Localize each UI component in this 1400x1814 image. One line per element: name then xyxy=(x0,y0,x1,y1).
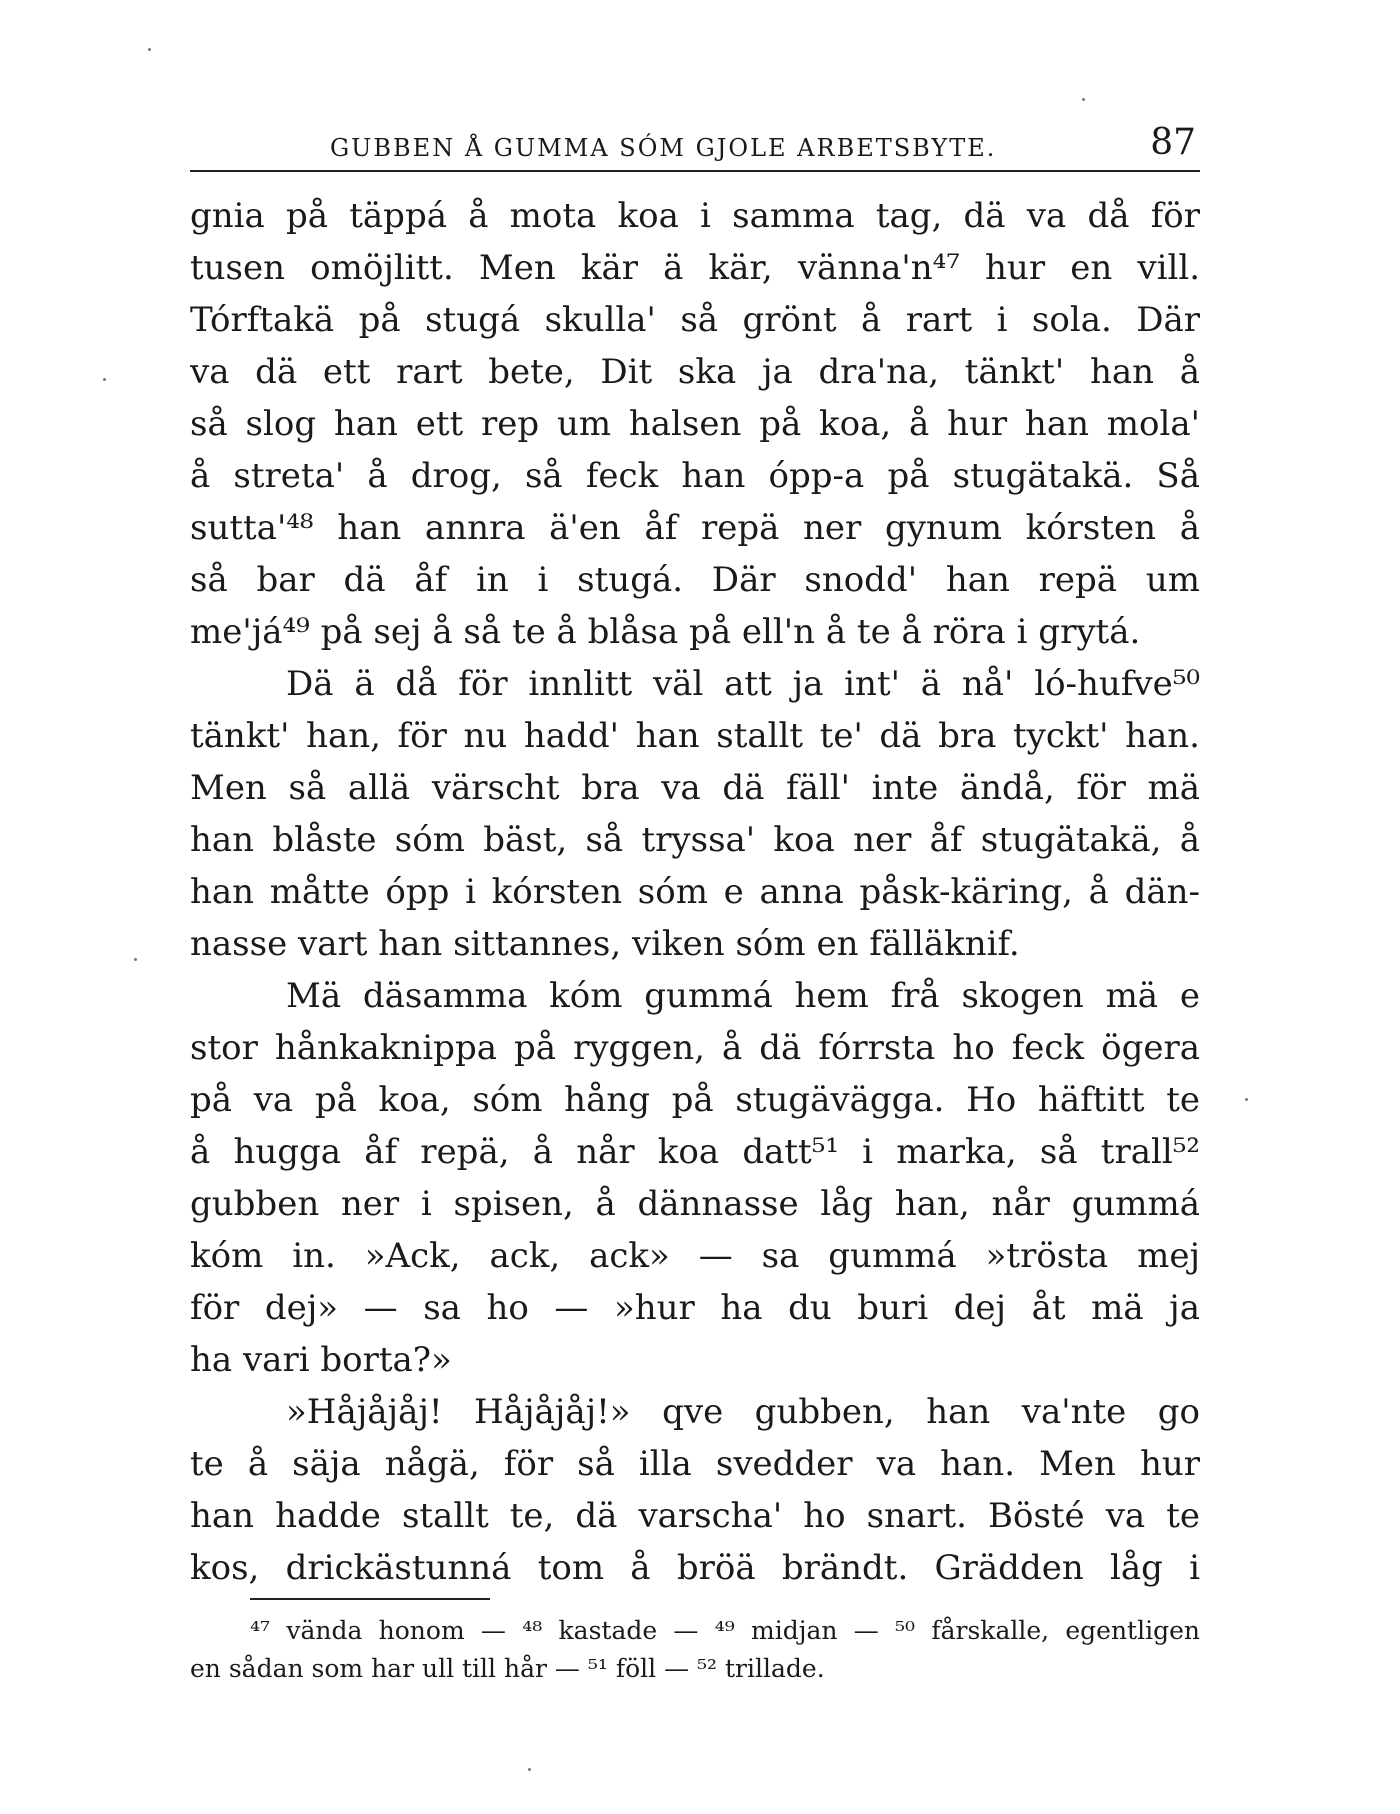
footnote-line: ⁴⁷ vända honom — ⁴⁸ kastade — ⁴⁹ midjan — ⁵⁰ fårskalle, egentligen xyxy=(250,1616,1200,1645)
text-line: te å säja någä, för så illa svedder va han. Men hur xyxy=(190,1444,1200,1484)
text-line: så bar dä åf in i stugá. Där snodd' han repä um xyxy=(190,560,1200,600)
paper-speck xyxy=(1082,98,1085,101)
text-line: han måtte ópp i kórsten sóm e anna påsk-käring, å dän- xyxy=(190,872,1200,912)
text-line: sutta'⁴⁸ han annra ä'en åf repä ner gynum kórsten å xyxy=(190,508,1200,548)
body-text xyxy=(190,190,1200,1594)
footnote-divider xyxy=(250,1598,490,1600)
text-line: nasse vart han sittannes, viken sóm en fälläknif. xyxy=(190,924,1020,964)
text-line: Mä däsamma kóm gummá hem frå skogen mä e xyxy=(286,976,1200,1016)
paper-speck xyxy=(1245,1098,1248,1101)
text-line: Dä ä då för innlitt väl att ja int' ä nå' ló-hufve⁵⁰ xyxy=(286,664,1200,704)
text-line: Men så allä värscht bra va dä fäll' inte ändå, för mä xyxy=(190,768,1200,808)
text-line: gubben ner i spisen, å dännasse låg han, når gummá xyxy=(190,1184,1200,1224)
text-line: gnia på täppá å mota koa i samma tag, dä va då för xyxy=(190,196,1200,236)
text-line: så slog han ett rep um halsen på koa, å hur han mola' xyxy=(190,404,1200,444)
text-line: va dä ett rart bete, Dit ska ja dra'na, tänkt' han å xyxy=(190,352,1200,392)
text-line: tänkt' han, för nu hadd' han stallt te' dä bra tyckt' han. xyxy=(190,716,1200,756)
text-line: han hadde stallt te, dä varscha' ho snart. Bösté va te xyxy=(190,1496,1200,1536)
text-line: å hugga åf repä, å når koa datt⁵¹ i marka, så trall⁵² xyxy=(190,1132,1200,1172)
text-line: kos, drickästunná tom å bröä brändt. Grädden låg i xyxy=(190,1548,1200,1588)
text-line: me'já⁴⁹ på sej å så te å blåsa på ell'n å te å röra i grytá. xyxy=(190,612,1141,652)
text-line: han blåste sóm bäst, så tryssa' koa ner åf stugätakä, å xyxy=(190,820,1200,860)
text-line: ha vari borta?» xyxy=(190,1340,452,1380)
text-line: på va på koa, sóm hång på stugävägga. Ho häftitt te xyxy=(190,1080,1200,1120)
paper-speck xyxy=(528,1768,531,1771)
running-head: GUBBEN Å GUMMA SÓM GJOLE ARBETSBYTE. xyxy=(330,134,997,162)
text-line: tusen omöjlitt. Men kär ä kär, vänna'n⁴⁷ hur en vill. xyxy=(190,248,1200,288)
page-number: 87 xyxy=(1150,122,1196,163)
paper-speck xyxy=(134,958,137,961)
text-line: för dej» — sa ho — »hur ha du buri dej åt mä ja xyxy=(190,1288,1200,1328)
footnote-line: en sådan som har ull till hår — ⁵¹ föll — ⁵² trillade. xyxy=(190,1654,825,1683)
paper-speck xyxy=(148,48,151,51)
text-line: Tórftakä på stugá skulla' så grönt å rart i sola. Där xyxy=(190,300,1200,340)
paper-speck xyxy=(103,378,106,381)
text-line: kóm in. »Ack, ack, ack» — sa gummá »trösta mej xyxy=(190,1236,1200,1276)
text-line: å streta' å drog, så feck han ópp-a på stugätakä. Så xyxy=(190,456,1200,496)
text-line: stor hånkaknippa på ryggen, å dä fórrsta ho feck ögera xyxy=(190,1028,1200,1068)
text-line: »Håjåjåj! Håjåjåj!» qve gubben, han va'nte go xyxy=(286,1392,1200,1432)
footnotes xyxy=(190,1612,1200,1688)
page-header xyxy=(190,122,1200,172)
